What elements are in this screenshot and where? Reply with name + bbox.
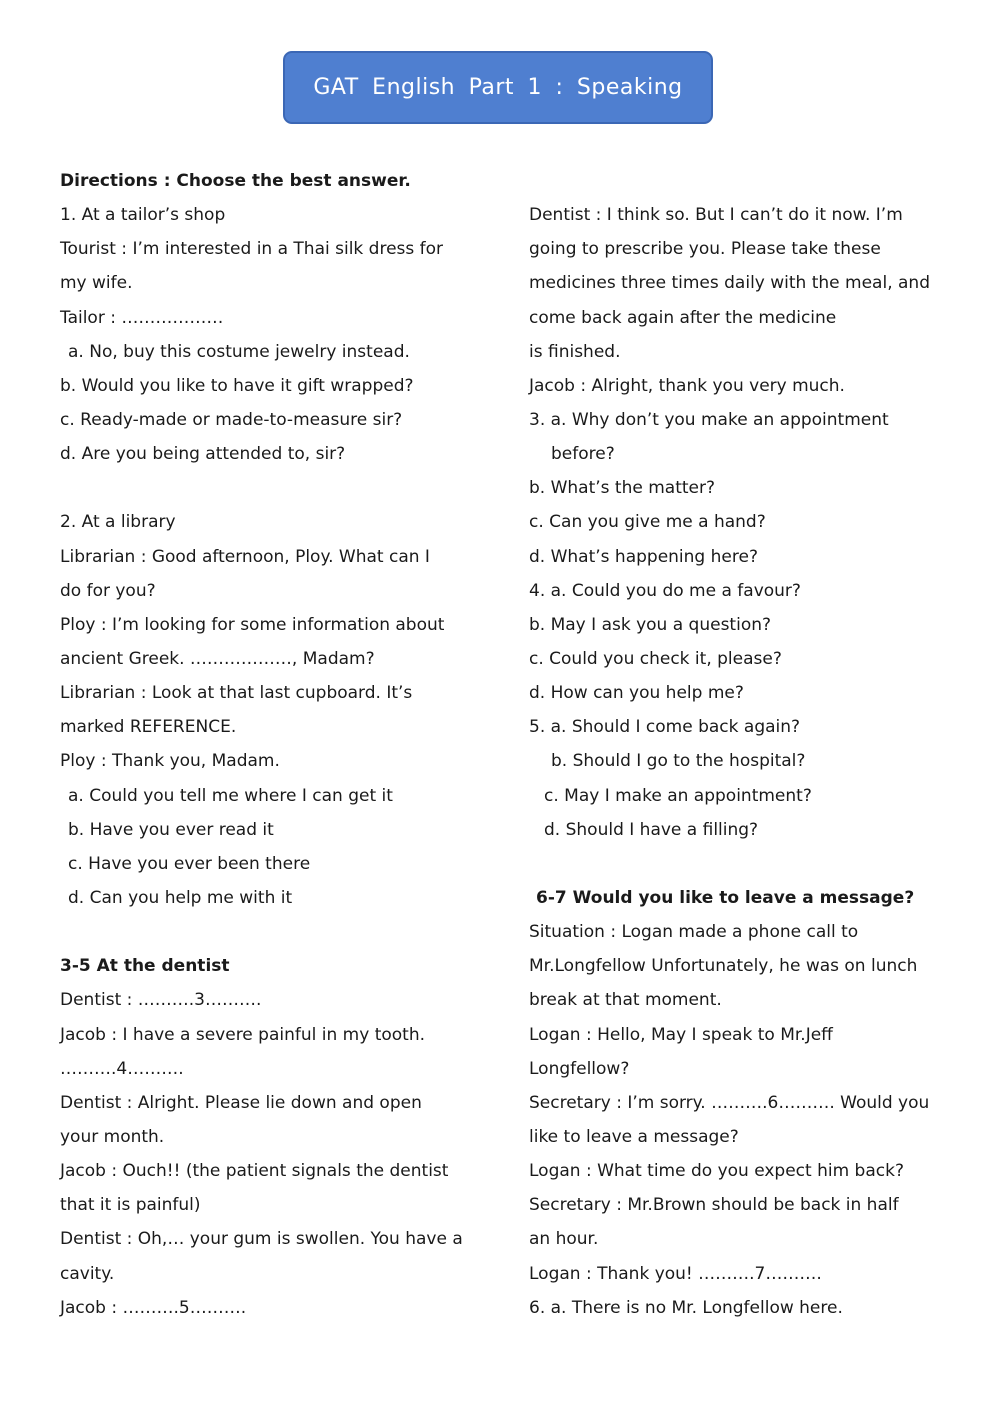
text-line: Jacob : Ouch!! (the patient signals the dentist bbox=[60, 1161, 449, 1182]
text-line: c. Have you ever been there bbox=[68, 853, 311, 874]
text-line: Librarian : Look at that last cupboard. It’s bbox=[60, 683, 413, 704]
text-line: Secretary : Mr.Brown should be back in half bbox=[529, 1195, 899, 1216]
text-line: break at that moment. bbox=[529, 990, 722, 1011]
text-line: ……….4………. bbox=[60, 1058, 184, 1079]
text-line: marked REFERENCE. bbox=[60, 717, 237, 738]
text-line: 2. At a library bbox=[60, 512, 176, 533]
text-line: my wife. bbox=[60, 273, 133, 294]
text-line: Logan : Hello, May I speak to Mr.Jeff bbox=[529, 1024, 833, 1045]
page-title: GAT English Part 1 : Speaking bbox=[313, 75, 683, 100]
text-line: b. Should I go to the hospital? bbox=[551, 751, 806, 772]
text-line: Secretary : I’m sorry. ……….6………. Would you bbox=[529, 1092, 930, 1113]
text-line: that it is painful) bbox=[60, 1195, 201, 1216]
text-line: Jacob : I have a severe painful in my tooth. bbox=[60, 1024, 426, 1045]
text-line: 4. a. Could you do me a favour? bbox=[529, 580, 801, 601]
text-line: c. Ready-made or made-to-measure sir? bbox=[60, 409, 403, 430]
text-line: 1. At a tailor’s shop bbox=[60, 205, 226, 226]
text-line: 5. a. Should I come back again? bbox=[529, 717, 801, 738]
text-line: c. Can you give me a hand? bbox=[529, 512, 766, 533]
text-line: a. No, buy this costume jewelry instead. bbox=[68, 341, 410, 362]
text-line: b. What’s the matter? bbox=[529, 478, 716, 499]
text-line: d. Can you help me with it bbox=[68, 887, 293, 908]
text-line: like to leave a message? bbox=[529, 1126, 739, 1147]
text-line: medicines three times daily with the meal, and bbox=[529, 273, 930, 294]
text-line: Ploy : I’m looking for some information about bbox=[60, 614, 445, 635]
text-line: cavity. bbox=[60, 1263, 115, 1284]
blank-line bbox=[60, 915, 490, 949]
text-line: Situation : Logan made a phone call to bbox=[529, 922, 859, 943]
text-line: b. Would you like to have it gift wrapped? bbox=[60, 375, 414, 396]
section-heading: 3-5 At the dentist bbox=[60, 956, 230, 977]
text-line: Tailor : ……………… bbox=[60, 307, 224, 328]
blank-line bbox=[529, 164, 959, 198]
text-line: Logan : What time do you expect him back? bbox=[529, 1161, 904, 1182]
text-line: Dentist : ……….3………. bbox=[60, 990, 262, 1011]
text-line: d. Are you being attended to, sir? bbox=[60, 444, 346, 465]
text-line: Librarian : Good afternoon, Ploy. What can I bbox=[60, 546, 430, 567]
blank-line bbox=[529, 847, 959, 881]
right-column bbox=[529, 164, 959, 1325]
blank-line bbox=[60, 471, 490, 505]
text-line: b. Have you ever read it bbox=[68, 819, 274, 840]
text-line: d. Should I have a filling? bbox=[544, 819, 759, 840]
text-line: b. May I ask you a question? bbox=[529, 614, 772, 635]
text-line: Dentist : I think so. But I can’t do it now. I’m bbox=[529, 205, 903, 226]
text-line: c. May I make an appointment? bbox=[544, 785, 812, 806]
text-line: 6. a. There is no Mr. Longfellow here. bbox=[529, 1297, 843, 1318]
section-heading: Directions : Choose the best answer. bbox=[60, 171, 411, 191]
text-line: an hour. bbox=[529, 1229, 599, 1250]
text-line: Longfellow? bbox=[529, 1058, 630, 1079]
text-line: Dentist : Alright. Please lie down and open bbox=[60, 1092, 422, 1113]
text-line: a. Could you tell me where I can get it bbox=[68, 785, 393, 806]
section-heading: 6-7 Would you like to leave a message? bbox=[536, 887, 915, 908]
left-column bbox=[60, 164, 490, 1325]
text-line: Jacob : ……….5………. bbox=[60, 1297, 247, 1318]
text-line: do for you? bbox=[60, 580, 156, 601]
text-line: ancient Greek. ………………, Madam? bbox=[60, 648, 375, 669]
text-line: Dentist : Oh,… your gum is swollen. You have a bbox=[60, 1229, 463, 1250]
text-line: Jacob : Alright, thank you very much. bbox=[529, 375, 845, 396]
text-line: Tourist : I’m interested in a Thai silk dress for bbox=[60, 239, 444, 260]
text-line: d. How can you help me? bbox=[529, 683, 744, 704]
text-line: d. What’s happening here? bbox=[529, 546, 758, 567]
text-line: Ploy : Thank you, Madam. bbox=[60, 751, 280, 772]
text-line: Logan : Thank you! ……….7………. bbox=[529, 1263, 822, 1284]
text-line: Mr.Longfellow Unfortunately, he was on lunch bbox=[529, 956, 918, 977]
text-line: before? bbox=[551, 444, 615, 465]
text-line: your month. bbox=[60, 1126, 165, 1147]
text-line: c. Could you check it, please? bbox=[529, 648, 782, 669]
text-line: come back again after the medicine bbox=[529, 307, 837, 328]
text-line: is finished. bbox=[529, 341, 621, 362]
title-banner bbox=[283, 51, 713, 124]
text-line: going to prescribe you. Please take these bbox=[529, 239, 881, 260]
text-line: 3. a. Why don’t you make an appointment bbox=[529, 409, 889, 430]
